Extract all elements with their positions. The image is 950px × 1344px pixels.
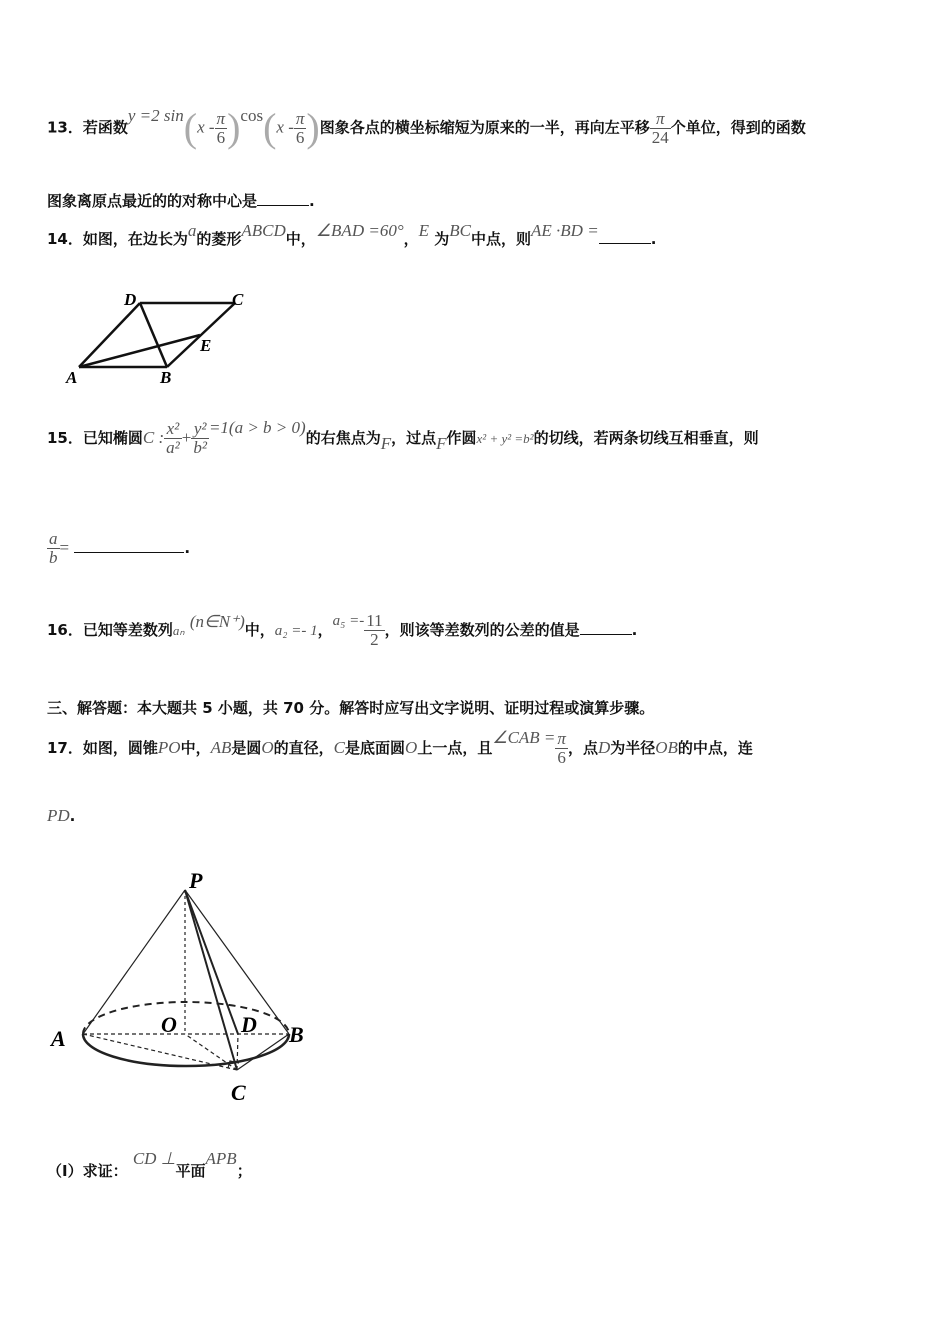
fraction: $\frac{\pi}{6}$ (216, 108, 226, 147)
fraction: $\frac{\text{y²}}{\text{b²}}$ (193, 419, 207, 457)
question-text: 如图，在边长为 (82, 230, 188, 248)
math-expression: x² + y² =b² (476, 431, 534, 446)
question-number: 16． (47, 621, 83, 639)
question-15-line-1: 15．已知椭圆C : $\frac{\text{x²}}{\text{a²}}$ + $\frac{\text{y²}}{\text{b²}}$ =1(a > b > 0)的右焦点为F，过点F作圆x² + y² =b²的切线，若两条切线互相垂直，则 (47, 418, 759, 457)
question-number: 17． (47, 739, 83, 757)
question-number: 15． (47, 429, 83, 447)
answer-blank (257, 205, 309, 206)
math-expression: C : (142, 428, 165, 447)
answer-blank (580, 634, 632, 635)
question-text: 图象各点的横坐标缩短为原来的一半，再向左平移 (319, 118, 650, 137)
label-D: D (124, 290, 137, 309)
label-C: C (232, 290, 244, 309)
math-expression: a (187, 221, 197, 240)
label-P: P (189, 868, 203, 893)
math-expression: a₅ =- (332, 613, 365, 629)
part-label: （Ⅰ）求证： (47, 1162, 128, 1180)
math-expression: (n∈N⁺) (189, 612, 245, 631)
section-heading: 三、解答题：本大题共 5 小题，共 70 分。解答时应写出文字说明、证明过程或演算步骤。 (47, 699, 655, 717)
question-text: ，则该等差数列的公差的值是 (384, 621, 580, 639)
question-text: 为 (434, 230, 450, 248)
math-expression: BC (449, 221, 472, 240)
question-16-line: 16．已知等差数列aₙ (n∈N⁺)中，a₂ =- 1，a₅ =- $\frac{11}{2}$ ，则该等差数列的公差的值是 . (47, 611, 638, 649)
label-E: E (200, 336, 212, 355)
question-text: 中， (244, 621, 275, 639)
question-text: 的右焦点为 (305, 429, 381, 447)
math-expression: x - (276, 117, 294, 137)
question-text: 若函数 (82, 118, 128, 137)
cone-figure (45, 862, 325, 1112)
question-number: 14． (47, 230, 83, 248)
question-text: 图象离原点最近的的对称中心是 (47, 192, 258, 210)
label-O: O (161, 1012, 177, 1037)
math-expression: y =2 sin (127, 105, 184, 125)
label-A: A (66, 368, 78, 387)
question-text: 作圆 (446, 429, 477, 447)
math-expression: x - (197, 117, 215, 137)
math-expression: E (418, 221, 430, 240)
label-C: C (231, 1080, 246, 1105)
math-expression: ABCD (241, 221, 286, 240)
question-15-line-2: $\frac{a}{b}$ = . (49, 529, 191, 567)
question-17-line-2: PD. (47, 806, 76, 825)
fraction: $\frac{\text{x²}}{\text{a²}}$ (166, 419, 180, 457)
question-text: ，过点 (391, 429, 437, 447)
fraction: $\frac{\pi}{24}$ (651, 108, 669, 147)
question-text: 中点，则 (471, 230, 532, 248)
fraction: $\frac{\pi}{6}$ (295, 108, 305, 147)
answer-blank (74, 552, 184, 553)
question-text: 个单位，得到的函数 (670, 118, 806, 137)
question-text: 的菱形 (196, 230, 242, 248)
label-A: A (51, 1026, 66, 1051)
question-14-line: 14．如图，在边长为a的菱形ABCD中，∠BAD =60°，E 为BC中点，则AE ·BD = . (47, 221, 657, 248)
question-text: 已知椭圆 (82, 429, 143, 447)
rhombus-figure (60, 285, 260, 390)
math-expression: AE ·BD = (531, 221, 599, 240)
fraction: $\frac{\pi}{6}$ (557, 729, 566, 767)
math-expression: cos (240, 105, 264, 125)
question-text: 的切线，若两条切线互相垂直，则 (533, 429, 759, 447)
part-1-line: （Ⅰ）求证： CD ⊥平面APB； (47, 1149, 252, 1180)
fraction: $\frac{11}{2}$ (366, 611, 383, 649)
answer-blank (599, 243, 651, 244)
math-expression: a₂ =- 1 (274, 623, 318, 639)
math-expression: aₙ (172, 623, 185, 638)
math-expression: =1(a > b > 0) (208, 418, 306, 437)
math-expression: ∠BAD =60° (315, 221, 404, 240)
label-B: B (289, 1022, 304, 1047)
label-B: B (160, 368, 172, 387)
fraction: $\frac{a}{b}$ (49, 529, 58, 567)
label-D: D (241, 1012, 257, 1037)
question-text: 中， (285, 230, 316, 248)
question-13-line-1: 13．若函数y =2 sin(x - $\frac{\pi}{6}$ )cos(x - $\frac{\pi}{6}$ )图象各点的横坐标缩短为原来的一半，再向左平移 $\frac{\pi}{24}$ 个单位，得到的函数 (47, 105, 806, 150)
question-number: 13． (47, 118, 83, 137)
question-13-line-2: 图象离原点最近的的对称中心是 . (47, 192, 315, 210)
question-text: 如图，圆锥 (82, 739, 158, 757)
question-17-line-1: 17．如图，圆锥PO中，AB是圆O的直径，C是底面圆O上一点，且∠CAB = $\frac{\pi}{6}$ ，点D为半径OB的中点，连 (47, 728, 753, 767)
question-text: 已知等差数列 (82, 621, 173, 639)
